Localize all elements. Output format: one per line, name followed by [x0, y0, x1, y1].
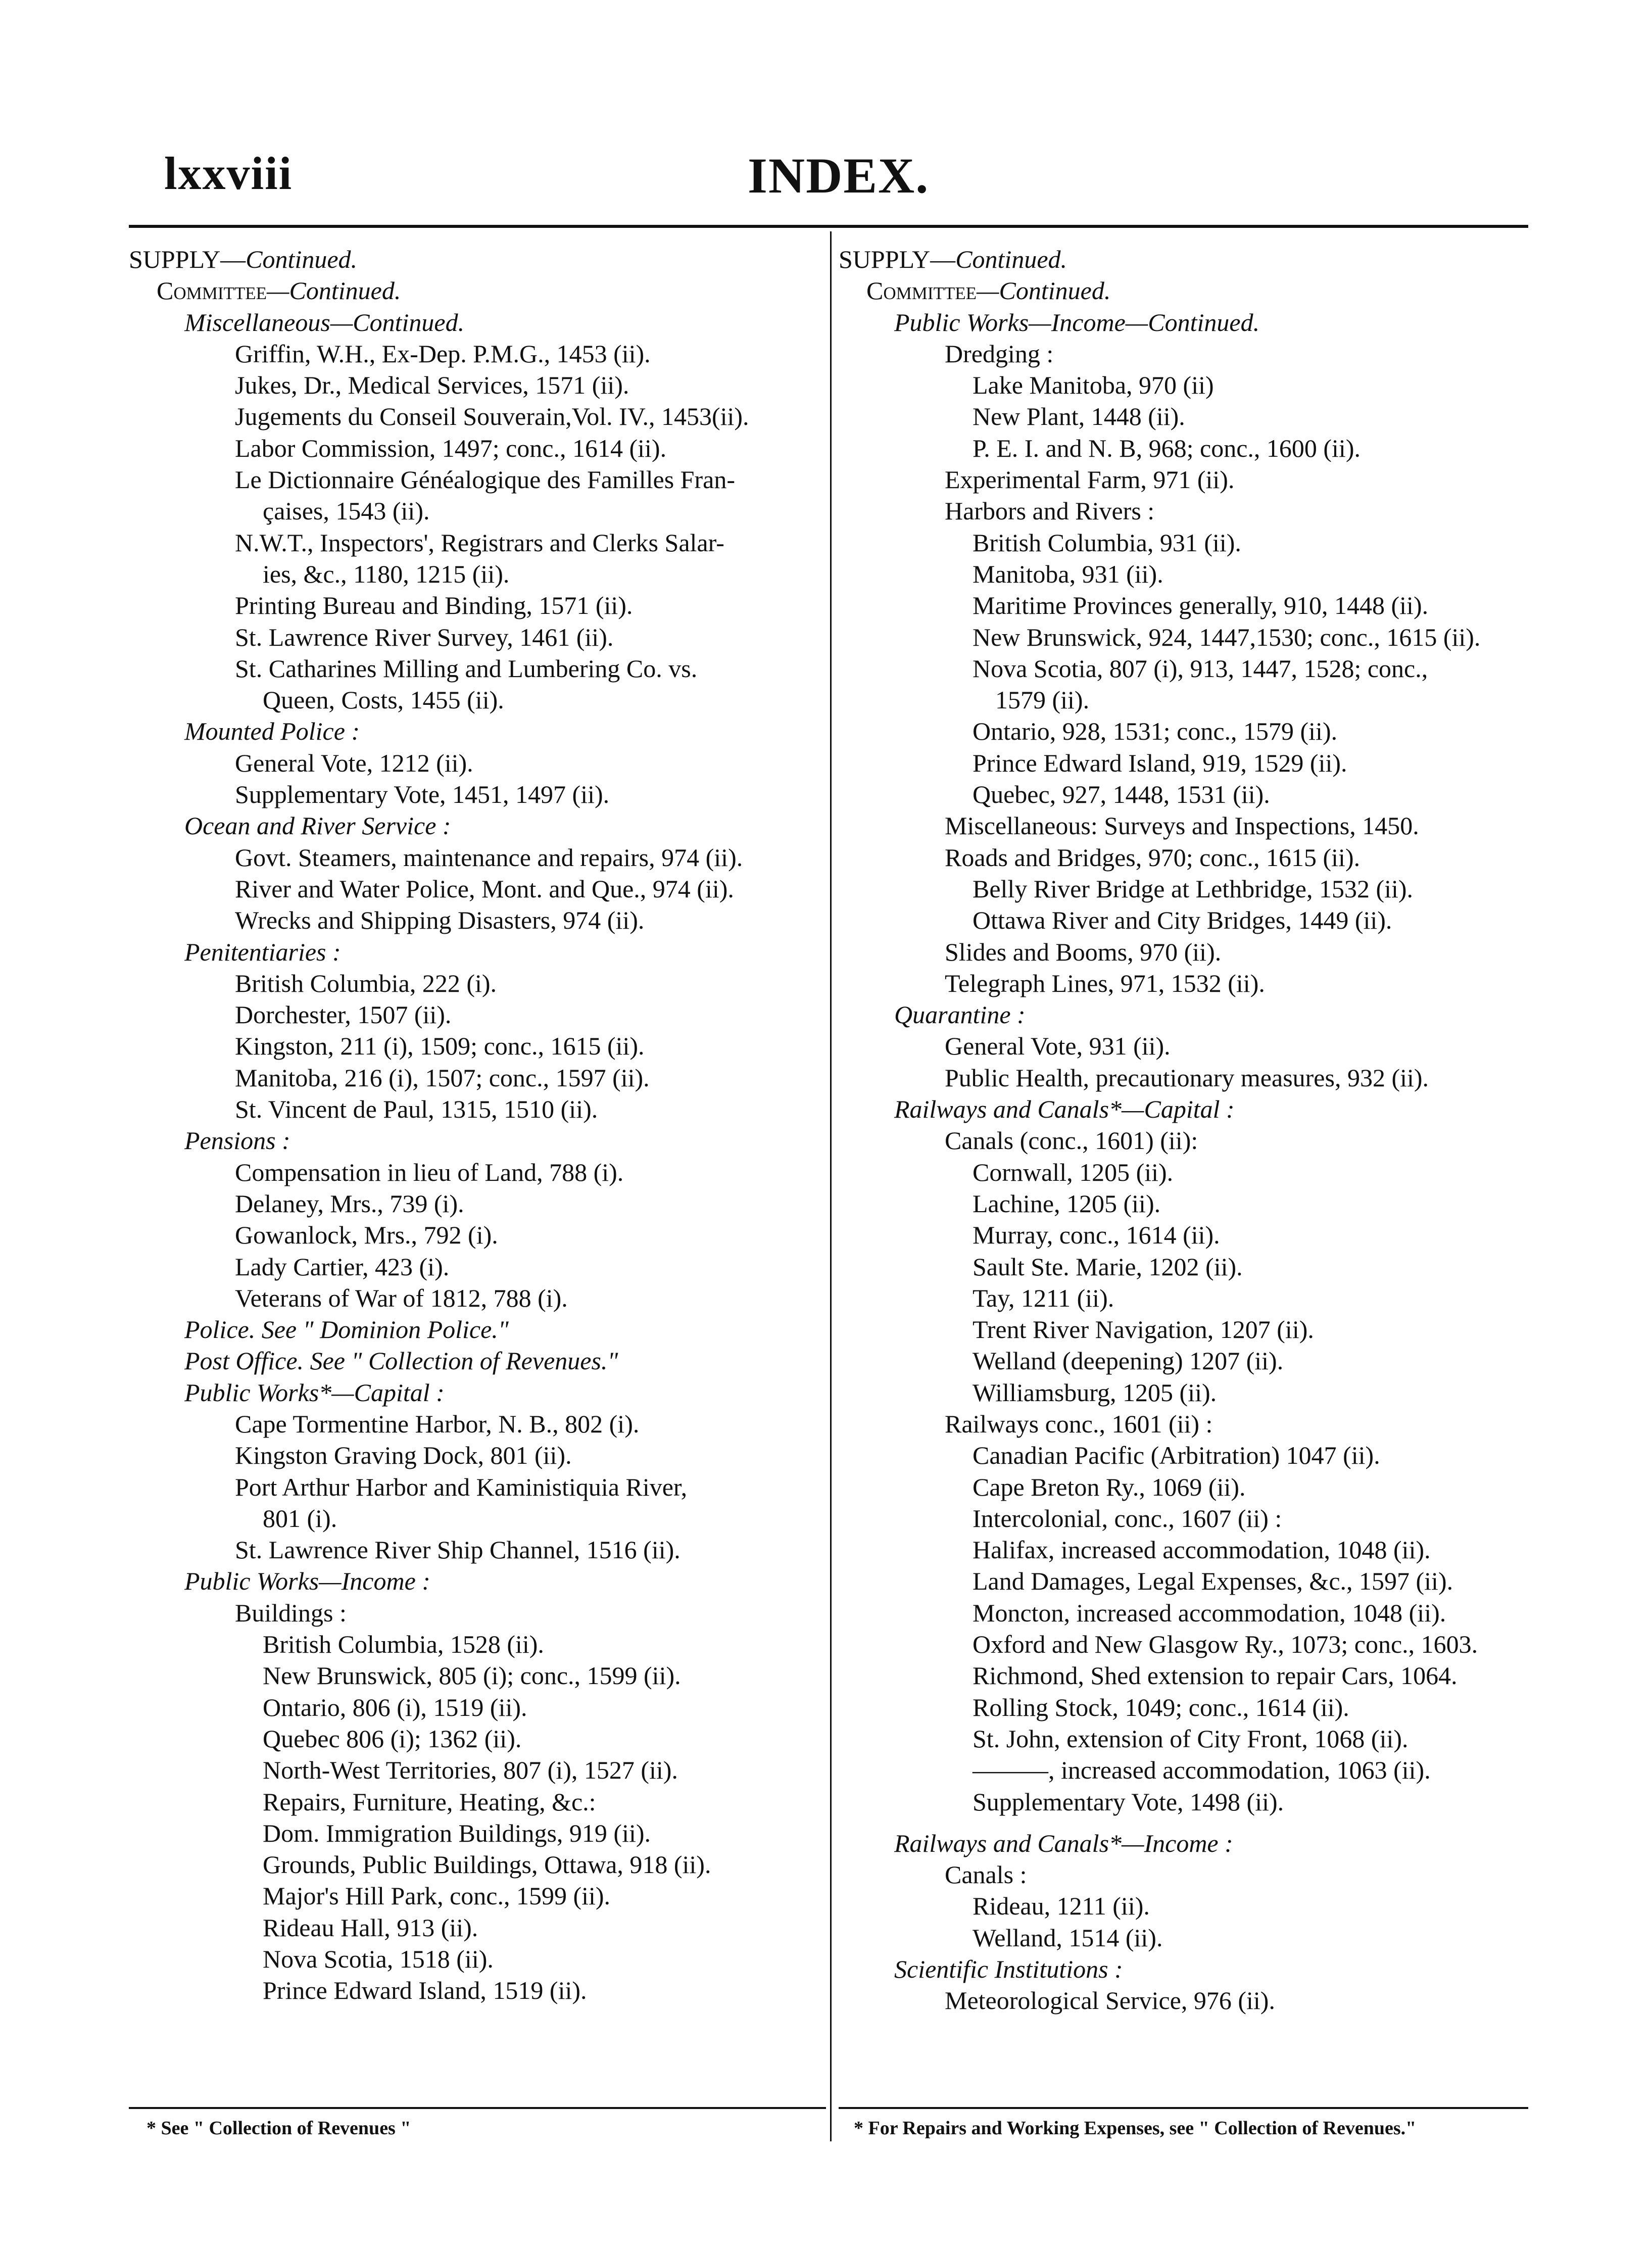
index-entry [129, 464, 836, 495]
index-entry [129, 433, 836, 464]
index-entry [839, 747, 1546, 779]
index-entry-text: N.W.T., Inspectors', Registrars and Clerks Salar- [235, 528, 724, 557]
index-entry-text: Cornwall, 1205 (ii). [973, 1158, 1174, 1186]
footnote-rule-right [839, 2107, 1528, 2109]
footnote-right: * For Repairs and Working Expenses, see " Collection of Revenues." [854, 2118, 1417, 2139]
index-entry [129, 1692, 836, 1723]
index-entry [129, 1565, 836, 1597]
index-entry [839, 558, 1546, 590]
index-entry [839, 1953, 1546, 1985]
index-entry-text: Mounted Police : [184, 717, 360, 746]
index-entry [129, 527, 836, 558]
index-entry [129, 715, 836, 747]
index-entry [129, 684, 836, 715]
index-entry-text: Miscellaneous: Surveys and Inspections, 1450. [945, 811, 1419, 840]
index-entry-text: ———, increased accommodation, 1063 (ii). [973, 1756, 1431, 1785]
index-entry [129, 338, 836, 369]
index-entry [839, 1985, 1546, 2016]
index-entry-text: Prince Edward Island, 1519 (ii). [263, 1976, 587, 2005]
index-entry-text: Kingston Graving Dock, 801 (ii). [235, 1441, 572, 1470]
index-entry-text: Grounds, Public Buildings, Ottawa, 918 (ii). [263, 1850, 711, 1879]
index-entry-text: New Brunswick, 805 (i); conc., 1599 (ii). [263, 1661, 681, 1690]
index-entry-text: Pensions : [184, 1126, 290, 1155]
index-entry-text: North-West Territories, 807 (i), 1527 (ii). [263, 1756, 678, 1785]
index-entry-text: Wrecks and Shipping Disasters, 974 (ii). [235, 906, 645, 935]
index-column-right [839, 244, 1546, 2017]
index-entry [839, 1282, 1546, 1314]
index-entry-text: SUPPLY— [839, 245, 956, 273]
index-entry-text: Public Works—Income [894, 308, 1126, 337]
index-entry-text: Miscellaneous [184, 308, 330, 337]
index-entry-text: Belly River Bridge at Lethbridge, 1532 (ii). [973, 874, 1414, 903]
index-entry-text: Kingston, 211 (i), 1509; conc., 1615 (ii). [235, 1032, 645, 1061]
index-entry [839, 1408, 1546, 1440]
index-entry-text: Committee [157, 276, 267, 305]
index-entry [839, 873, 1546, 904]
index-entry-text: St. Lawrence River Ship Channel, 1516 (ii). [235, 1536, 681, 1564]
index-entry-text: Queen, Costs, 1455 (ii). [263, 686, 504, 714]
index-entry-text: Dom. Immigration Buildings, 919 (ii). [263, 1818, 651, 1847]
index-entry-text: Trent River Navigation, 1207 (ii). [973, 1315, 1314, 1344]
index-entry [839, 1030, 1546, 1062]
index-entry-text: Ocean and River Service : [184, 811, 451, 840]
index-entry [129, 1188, 836, 1219]
footnote-rule-left [129, 2107, 826, 2109]
index-entry-text: Buildings : [235, 1598, 347, 1627]
index-entry [129, 1062, 836, 1093]
index-entry [129, 1817, 836, 1849]
index-entry-text: Manitoba, 216 (i), 1507; conc., 1597 (ii). [235, 1063, 650, 1092]
index-entry [839, 1157, 1546, 1188]
index-entry-text: Delaney, Mrs., 739 (i). [235, 1189, 464, 1218]
index-entry [129, 1282, 836, 1314]
index-entry [839, 1660, 1546, 1691]
index-entry [129, 1660, 836, 1691]
index-entry [129, 1408, 836, 1440]
index-entry-text: Jugements du Conseil Souverain,Vol. IV., 1453(ii). [235, 402, 749, 431]
index-entry [129, 1503, 836, 1534]
index-entry-text: Roads and Bridges, 970; conc., 1615 (ii). [945, 843, 1361, 872]
index-entry-text: Land Damages, Legal Expenses, &c., 1597 (ii). [973, 1567, 1453, 1596]
header-rule [129, 225, 1528, 228]
index-entry-text: Harbors and Rivers : [945, 497, 1155, 525]
index-entry-text: çaises, 1543 (ii). [263, 497, 430, 525]
index-entry-text: Canals : [945, 1860, 1027, 1889]
index-entry-text: Jukes, Dr., Medical Services, 1571 (ii). [235, 371, 629, 400]
index-entry [129, 1157, 836, 1188]
index-entry [839, 275, 1546, 306]
index-entry-text: Griffin, W.H., Ex-Dep. P.M.G., 1453 (ii). [235, 339, 651, 368]
index-entry-text: Supplementary Vote, 1451, 1497 (ii). [235, 780, 610, 809]
index-entry [129, 1377, 836, 1408]
index-entry-text: Cape Breton Ry., 1069 (ii). [973, 1472, 1246, 1501]
index-entry [839, 464, 1546, 495]
index-entry [839, 999, 1546, 1030]
index-entry-text: St. John, extension of City Front, 1068 (ii). [973, 1724, 1408, 1753]
index-entry [129, 779, 836, 810]
index-entry [839, 1188, 1546, 1219]
index-entry-text: Police. [184, 1315, 256, 1344]
index-entry-text: Canals (conc., 1601) (ii): [945, 1126, 1198, 1155]
index-entry-text: Quarantine : [894, 1000, 1026, 1029]
index-entry-text: Nova Scotia, 807 (i), 913, 1447, 1528; conc., [973, 654, 1428, 683]
index-entry [839, 590, 1546, 621]
index-entry-text: Veterans of War of 1812, 788 (i). [235, 1283, 568, 1312]
index-entry [129, 1628, 836, 1660]
index-entry-text: Williamsburg, 1205 (ii). [973, 1378, 1217, 1407]
index-entry-text: Major's Hill Park, conc., 1599 (ii). [263, 1882, 611, 1910]
index-entry [839, 1314, 1546, 1345]
index-entry-text: Dredging : [945, 339, 1054, 368]
index-entry-text: Railways conc., 1601 (ii) : [945, 1409, 1213, 1438]
index-entry [839, 842, 1546, 873]
index-entry-text: Welland, 1514 (ii). [973, 1923, 1163, 1952]
index-entry-text: Richmond, Shed extension to repair Cars, 1064. [973, 1661, 1457, 1690]
index-spacer [839, 1817, 1546, 1828]
index-entry [839, 684, 1546, 715]
index-entry [129, 558, 836, 590]
index-entry [839, 1219, 1546, 1251]
index-entry [839, 904, 1546, 936]
index-entry-text: Le Dictionnaire Généalogique des Familles Fran- [235, 465, 735, 494]
index-entry-text: Prince Edward Island, 919, 1529 (ii). [973, 748, 1347, 777]
index-entry [839, 1251, 1546, 1282]
index-entry-text: Ontario, 928, 1531; conc., 1579 (ii). [973, 717, 1338, 746]
index-entry [839, 715, 1546, 747]
index-entry [839, 1125, 1546, 1156]
index-entry-text: Meteorological Service, 976 (ii). [945, 1986, 1275, 2015]
index-entry [839, 1471, 1546, 1503]
index-entry [129, 936, 836, 968]
index-entry [129, 1849, 836, 1880]
index-entry-text: British Columbia, 1528 (ii). [263, 1630, 544, 1659]
index-entry-text: Welland (deepening) 1207 (ii). [973, 1347, 1284, 1375]
index-entry [839, 1890, 1546, 1922]
index-entry-text: Compensation in lieu of Land, 788 (i). [235, 1158, 624, 1186]
index-entry-text: Slides and Booms, 970 (ii). [945, 937, 1222, 966]
index-entry [129, 1786, 836, 1817]
index-entry [839, 244, 1546, 275]
index-entry [129, 904, 836, 936]
index-entry [839, 1503, 1546, 1534]
index-entry [839, 653, 1546, 684]
index-entry [129, 1125, 836, 1156]
index-entry [129, 1219, 836, 1251]
index-entry [129, 1880, 836, 1911]
index-entry-continuation: —Continued. [267, 276, 401, 305]
index-entry-text: Rideau, 1211 (ii). [973, 1892, 1150, 1921]
index-entry-text: P. E. I. and N. B, 968; conc., 1600 (ii). [973, 434, 1361, 462]
index-entry-text: Sault Ste. Marie, 1202 (ii). [973, 1252, 1243, 1281]
index-entry-text: Dorchester, 1507 (ii). [235, 1000, 452, 1029]
index-entry-text: General Vote, 931 (ii). [945, 1032, 1171, 1061]
index-entry [839, 1692, 1546, 1723]
index-entry [839, 1754, 1546, 1786]
index-entry [129, 1597, 836, 1628]
index-entry-text: Penitentiaries : [184, 937, 341, 966]
index-entry [839, 779, 1546, 810]
index-entry [839, 621, 1546, 653]
index-entry [129, 810, 836, 841]
index-entry [839, 1922, 1546, 1953]
index-entry-text: New Brunswick, 924, 1447,1530; conc., 1615 (ii). [973, 622, 1481, 651]
index-entry [839, 810, 1546, 841]
index-entry-text: Maritime Provinces generally, 910, 1448 (ii). [973, 591, 1429, 620]
index-entry [129, 1440, 836, 1471]
index-entry [839, 369, 1546, 401]
index-entry [839, 433, 1546, 464]
index-entry [839, 968, 1546, 999]
index-entry [129, 1471, 836, 1503]
index-entry-text: Committee [866, 276, 977, 305]
index-entry [839, 1062, 1546, 1093]
index-entry-text: Moncton, increased accommodation, 1048 (ii). [973, 1598, 1446, 1627]
index-entry [839, 1786, 1546, 1817]
index-entry [129, 1912, 836, 1943]
index-entry [839, 1723, 1546, 1754]
index-entry-text: General Vote, 1212 (ii). [235, 748, 473, 777]
index-entry [129, 369, 836, 401]
index-entry [129, 842, 836, 873]
index-entry-text: Experimental Farm, 971 (ii). [945, 465, 1235, 494]
index-entry [129, 873, 836, 904]
index-entry [129, 275, 836, 306]
index-entry [129, 307, 836, 338]
index-entry-continuation: —Continued. [330, 308, 465, 337]
index-entry-text: Public Works—Income : [184, 1567, 430, 1596]
index-entry-continuation: Continued. [955, 245, 1067, 273]
index-entry [129, 1754, 836, 1786]
index-entry [129, 999, 836, 1030]
index-entry-text: Intercolonial, conc., 1607 (ii) : [973, 1504, 1282, 1532]
index-entry-text: Labor Commission, 1497; conc., 1614 (ii). [235, 434, 667, 462]
index-entry-continuation: —Continued. [977, 276, 1111, 305]
index-entry-text: Lachine, 1205 (ii). [973, 1189, 1161, 1218]
index-entry [129, 495, 836, 526]
index-entry [129, 653, 836, 684]
index-entry [839, 1345, 1546, 1376]
index-entry-text: Telegraph Lines, 971, 1532 (ii). [945, 969, 1265, 997]
index-entry [129, 401, 836, 432]
index-entry-continuation: See " Dominion Police." [255, 1315, 509, 1344]
index-entry-text: St. Lawrence River Survey, 1461 (ii). [235, 622, 614, 651]
index-entry [129, 1093, 836, 1125]
index-entry-text: Public Works*—Capital : [184, 1378, 445, 1407]
index-entry-continuation: —Continued. [1125, 308, 1260, 337]
index-entry-text: Canadian Pacific (Arbitration) 1047 (ii). [973, 1441, 1380, 1470]
index-entry-continuation: Continued. [246, 245, 358, 273]
index-entry [129, 1943, 836, 1975]
index-entry-text: Tay, 1211 (ii). [973, 1283, 1114, 1312]
index-entry-text: River and Water Police, Mont. and Que., 974 (ii). [235, 874, 734, 903]
index-entry-text: Murray, conc., 1614 (ii). [973, 1221, 1220, 1250]
index-entry-text: Lake Manitoba, 970 (ii) [973, 371, 1214, 400]
index-entry-text: Cape Tormentine Harbor, N. B., 802 (i). [235, 1409, 640, 1438]
index-entry [129, 1345, 836, 1376]
index-entry-text: Public Health, precautionary measures, 932 (ii). [945, 1063, 1429, 1092]
index-entry-text: SUPPLY— [129, 245, 246, 273]
index-entry-text: St. Vincent de Paul, 1315, 1510 (ii). [235, 1095, 598, 1124]
index-entry-text: Railways and Canals*—Capital : [894, 1095, 1235, 1124]
index-entry-text: Lady Cartier, 423 (i). [235, 1252, 450, 1281]
index-entry [839, 495, 1546, 526]
index-entry [129, 590, 836, 621]
index-entry-text: 1579 (ii). [995, 686, 1090, 714]
index-entry-text: ies, &c., 1180, 1215 (ii). [263, 559, 510, 588]
index-entry [839, 1597, 1546, 1628]
index-entry [839, 401, 1546, 432]
index-entry-text: Repairs, Furniture, Heating, &c.: [263, 1787, 596, 1816]
index-entry-text: Halifax, increased accommodation, 1048 (ii). [973, 1536, 1431, 1564]
index-entry-text: Oxford and New Glasgow Ry., 1073; conc., 1603. [973, 1630, 1478, 1659]
index-entry-text: Govt. Steamers, maintenance and repairs, 974 (ii). [235, 843, 743, 872]
index-entry [129, 968, 836, 999]
index-entry [129, 621, 836, 653]
index-entry-text: Rideau Hall, 913 (ii). [263, 1913, 478, 1942]
index-entry-text: British Columbia, 931 (ii). [973, 528, 1241, 557]
index-entry-text: Manitoba, 931 (ii). [973, 559, 1163, 588]
index-entry-text: Post Office. [184, 1347, 304, 1375]
index-entry [839, 527, 1546, 558]
index-entry-text: Quebec 806 (i); 1362 (ii). [263, 1724, 522, 1753]
index-entry [839, 1093, 1546, 1125]
index-entry [839, 1859, 1546, 1890]
index-entry-text: Gowanlock, Mrs., 792 (i). [235, 1221, 498, 1250]
index-entry-text: Supplementary Vote, 1498 (ii). [973, 1787, 1284, 1816]
page-title: INDEX. [748, 148, 930, 204]
index-entry-text: 801 (i). [263, 1504, 337, 1532]
index-entry [129, 244, 836, 275]
index-entry-text: Rolling Stock, 1049; conc., 1614 (ii). [973, 1693, 1349, 1721]
index-entry [129, 1534, 836, 1565]
index-entry-text: Printing Bureau and Binding, 1571 (ii). [235, 591, 633, 620]
index-entry-text: New Plant, 1448 (ii). [973, 402, 1185, 431]
index-entry [129, 1314, 836, 1345]
index-entry [839, 338, 1546, 369]
index-entry-text: St. Catharines Milling and Lumbering Co. vs. [235, 654, 698, 683]
index-entry [839, 1628, 1546, 1660]
index-entry-text: Port Arthur Harbor and Kaministiquia River, [235, 1472, 688, 1501]
index-entry-text: Ottawa River and City Bridges, 1449 (ii). [973, 906, 1392, 935]
index-entry [129, 1975, 836, 2006]
index-entry [129, 1030, 836, 1062]
index-entry [839, 1534, 1546, 1565]
index-entry [839, 1440, 1546, 1471]
index-entry [839, 936, 1546, 968]
index-column-left [129, 244, 836, 2006]
index-entry-text: Nova Scotia, 1518 (ii). [263, 1945, 494, 1974]
index-entry [129, 1251, 836, 1282]
footnote-left: * See " Collection of Revenues " [147, 2118, 411, 2139]
index-entry [839, 1828, 1546, 1859]
index-entry-text: Railways and Canals*—Income : [894, 1829, 1233, 1857]
index-entry [129, 1723, 836, 1754]
index-entry [839, 1565, 1546, 1597]
index-entry-text: Scientific Institutions : [894, 1955, 1123, 1984]
page-number: lxxviii [164, 148, 293, 199]
index-entry-text: Quebec, 927, 1448, 1531 (ii). [973, 780, 1270, 809]
index-entry-text: British Columbia, 222 (i). [235, 969, 497, 997]
index-entry [839, 1377, 1546, 1408]
index-entry [129, 747, 836, 779]
index-entry-continuation: See " Collection of Revenues." [304, 1347, 618, 1375]
index-entry [839, 307, 1546, 338]
index-entry-text: Ontario, 806 (i), 1519 (ii). [263, 1693, 527, 1721]
